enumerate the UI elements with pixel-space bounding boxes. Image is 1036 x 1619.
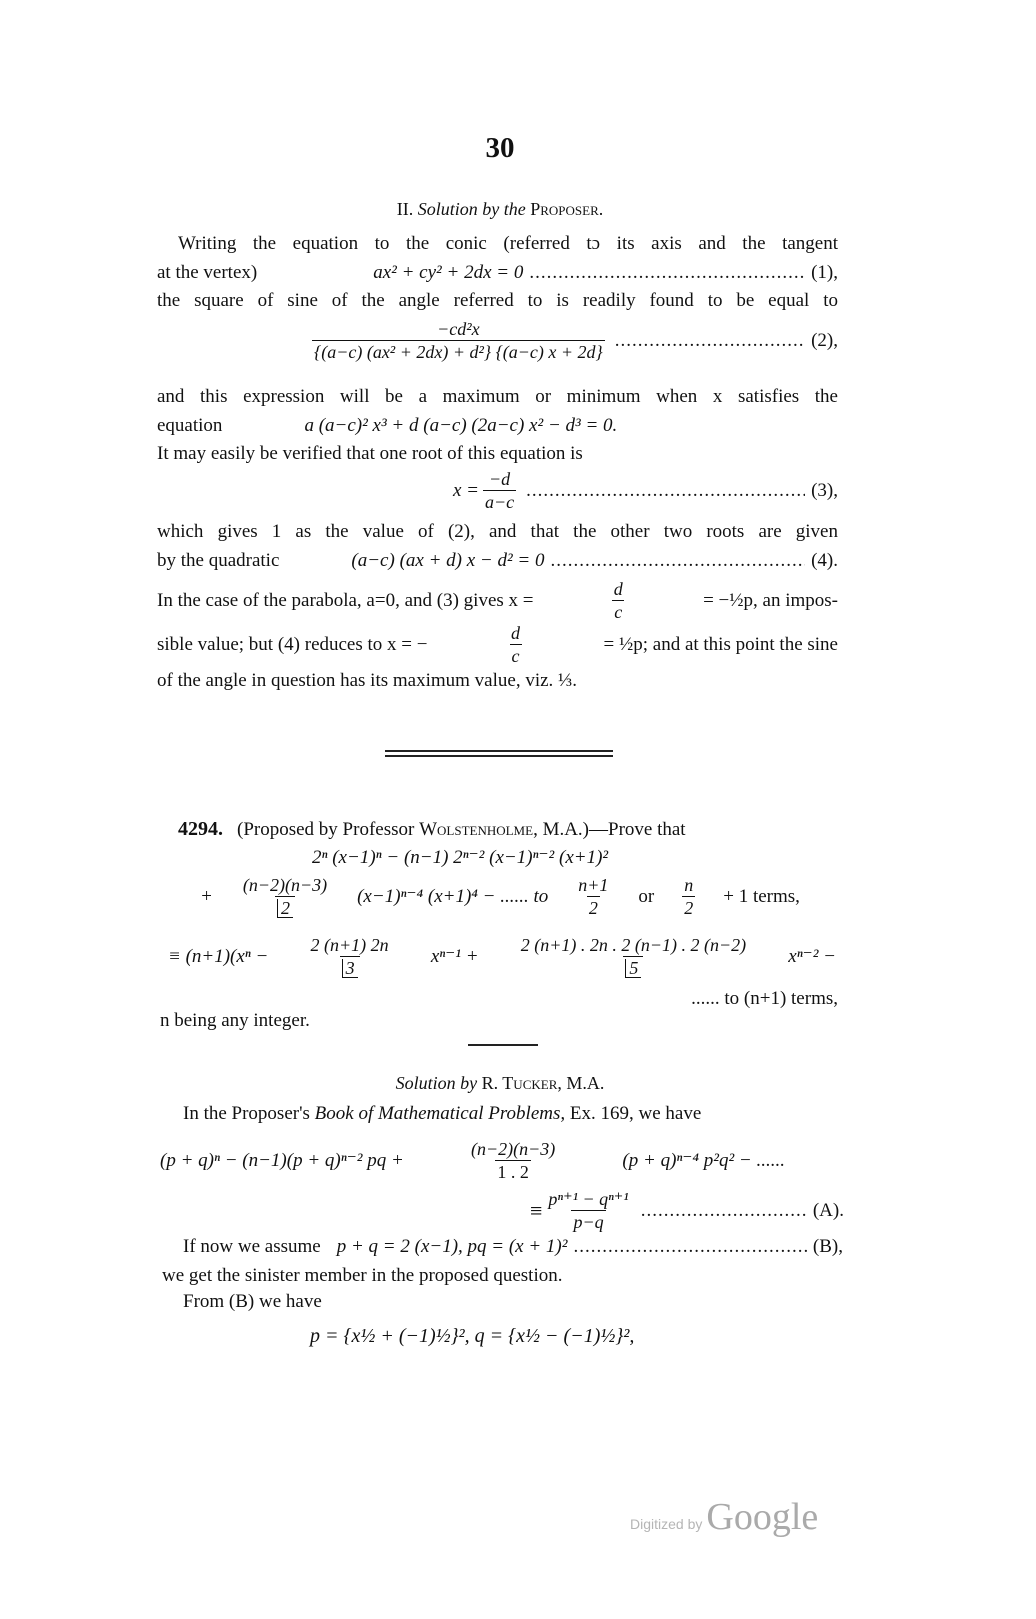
factorial: 5 bbox=[625, 959, 641, 978]
fraction bbox=[241, 874, 329, 919]
eq-tag: (4). bbox=[811, 550, 838, 571]
paragraph-line: which gives 1 as the value of (2), and that the other two roots are given bbox=[157, 521, 838, 542]
equation-b bbox=[183, 1236, 843, 1258]
equation-2 bbox=[157, 318, 838, 363]
eq-body: (a−c) (ax + d) x − d² = 0 bbox=[351, 550, 545, 571]
numerator: n+1 bbox=[578, 875, 609, 895]
text-part: = ½p; and at this point the sine bbox=[603, 633, 838, 655]
eq-tag: (A). bbox=[812, 1199, 844, 1221]
problem-heading bbox=[178, 818, 818, 841]
denominator: 2 bbox=[588, 898, 598, 918]
eq-tag: (2), bbox=[811, 329, 838, 351]
denominator: {(a−c) (ax² + 2dx) + d²} {(a−c) x + 2d} bbox=[314, 342, 603, 362]
dot-leader bbox=[551, 550, 806, 572]
paragraph-line: and this expression will be a maximum or minimum when x satisfies the bbox=[157, 386, 838, 407]
denominator: 2 bbox=[684, 898, 694, 918]
text-part: + bbox=[200, 885, 213, 907]
numerator: pⁿ⁺¹ − qⁿ⁺¹ bbox=[548, 1189, 629, 1209]
numerator: −d bbox=[489, 469, 511, 489]
eq-tag: (1), bbox=[811, 262, 838, 283]
text-part: (p + q)ⁿ − (n−1)(p + q)ⁿ⁻² pq + bbox=[160, 1150, 404, 1171]
paragraph-line: of the angle in question has its maximum value, viz. ⅓. bbox=[157, 670, 578, 691]
denominator: p−q bbox=[573, 1212, 604, 1232]
problem-equation-line: ...... to (n+1) terms, bbox=[691, 988, 838, 1009]
denominator: a−c bbox=[485, 492, 515, 512]
eq-label: If now we assume bbox=[183, 1236, 321, 1257]
solution-heading bbox=[0, 1073, 1000, 1094]
equation-a-line bbox=[160, 1138, 785, 1183]
text-part: ≡ (n+1)(xⁿ − bbox=[168, 945, 269, 967]
denominator bbox=[340, 956, 360, 979]
text-part: In the Proposer's bbox=[183, 1103, 310, 1124]
eq-label: equation bbox=[157, 415, 223, 436]
fraction bbox=[483, 468, 516, 513]
text-part: xⁿ⁻¹ + bbox=[430, 946, 479, 967]
paragraph-line: the square of sine of the angle referred to is readily found to be equal to bbox=[157, 290, 838, 311]
factorial: 3 bbox=[342, 959, 358, 978]
text-part: , M.A.)—Prove that bbox=[533, 818, 686, 840]
factorial: 2 bbox=[277, 899, 293, 918]
paragraph-line bbox=[157, 578, 838, 623]
denominator: 1 . 2 bbox=[497, 1162, 529, 1182]
eq-tag: (3), bbox=[811, 479, 838, 501]
solution-heading bbox=[0, 199, 1000, 220]
eq-label: at the vertex) bbox=[157, 262, 258, 283]
equation-a bbox=[530, 1188, 844, 1233]
eq-label: by the quadratic bbox=[157, 550, 280, 571]
eq-body: ax² + cy² + 2dx = 0 bbox=[373, 262, 524, 283]
eq-body: a (a−c)² x³ + d (a−c) (2a−c) x² − d³ = 0. bbox=[304, 415, 618, 436]
text-part: (x−1)ⁿ⁻⁴ (x+1)⁴ − ...... to bbox=[357, 886, 549, 907]
rule-divider bbox=[468, 1044, 538, 1046]
fraction bbox=[576, 874, 610, 919]
google-logo: Google bbox=[706, 1496, 819, 1538]
numerator: d bbox=[613, 579, 623, 599]
text-part: xⁿ⁻² − bbox=[788, 946, 836, 967]
paragraph-line bbox=[183, 1103, 701, 1125]
dot-leader bbox=[529, 262, 805, 284]
numerator: 2 (n+1) 2n bbox=[310, 935, 389, 955]
text-part: In the case of the parabola, a=0, and (3) gives x = bbox=[157, 589, 534, 611]
text-part: (Proposed by Professor bbox=[237, 818, 415, 840]
numerator: −cd²x bbox=[437, 319, 480, 339]
eq-lhs: x = bbox=[453, 479, 480, 501]
text-part: (p + q)ⁿ⁻⁴ p²q² − ...... bbox=[622, 1150, 785, 1171]
book-title: Book of Mathematical Problems, bbox=[314, 1103, 566, 1124]
eq-body: p + q = 2 (x−1), pq = (x + 1)² bbox=[336, 1236, 568, 1257]
paragraph-line: Writing the equation to the conic (referred tɔ its axis and the tangent bbox=[178, 233, 838, 254]
equation-5 bbox=[157, 550, 838, 572]
google-watermark bbox=[630, 1495, 818, 1539]
eq-tag: (B), bbox=[812, 1236, 843, 1257]
problem-equation-line bbox=[200, 874, 800, 919]
paragraph-line: we get the sinister member in the proposed question. bbox=[162, 1265, 563, 1286]
proposer-name: Wolstenholme bbox=[419, 818, 534, 840]
heading-number: II. bbox=[396, 199, 414, 219]
fraction bbox=[509, 622, 522, 667]
denominator: c bbox=[511, 646, 520, 666]
identity-sign: ≡ bbox=[530, 1197, 543, 1223]
problem-equation-line: 2ⁿ (x−1)ⁿ − (n−1) 2ⁿ⁻² (x−1)ⁿ⁻² (x+1)² bbox=[312, 847, 609, 868]
heading-proposer: Proposer. bbox=[530, 199, 604, 219]
equation-3 bbox=[157, 415, 838, 437]
fraction bbox=[519, 934, 748, 979]
equation-1 bbox=[157, 262, 838, 284]
dot-leader bbox=[615, 330, 805, 352]
fraction bbox=[682, 874, 695, 919]
text-part: sible value; but (4) reduces to x = − bbox=[157, 633, 428, 655]
numerator: n bbox=[684, 875, 694, 895]
problem-equation-line bbox=[168, 934, 836, 979]
fraction bbox=[309, 934, 391, 979]
numerator: 2 (n+1) . 2n . 2 (n−1) . 2 (n−2) bbox=[520, 935, 747, 955]
fraction bbox=[546, 1188, 630, 1233]
denominator bbox=[275, 896, 295, 919]
paragraph-line: It may easily be verified that one root of this equation is bbox=[157, 443, 583, 464]
paragraph-line bbox=[157, 622, 838, 667]
paragraph-line: n being any integer. bbox=[160, 1010, 310, 1031]
fraction bbox=[469, 1138, 557, 1183]
denominator bbox=[623, 956, 643, 979]
problem-number: 4294. bbox=[178, 818, 223, 840]
page-number: 30 bbox=[485, 132, 515, 164]
text-part: = −½p, an impos- bbox=[703, 589, 838, 611]
paragraph-line: From (B) we have bbox=[183, 1291, 322, 1312]
equation-4 bbox=[157, 468, 838, 513]
heading-italic: Solution by the bbox=[417, 199, 526, 219]
dot-leader bbox=[573, 1236, 806, 1258]
fraction bbox=[312, 318, 605, 363]
fraction bbox=[612, 578, 625, 623]
numerator: d bbox=[511, 623, 520, 643]
double-rule-divider bbox=[385, 750, 613, 757]
dot-leader bbox=[526, 480, 805, 502]
text-part: Ex. 169, we have bbox=[569, 1103, 702, 1124]
heading-italic: Solution by bbox=[395, 1073, 478, 1093]
text-part: or bbox=[638, 885, 655, 907]
numerator: (n−2)(n−3) bbox=[242, 875, 328, 895]
text-part: + 1 terms, bbox=[723, 885, 800, 907]
numerator: (n−2)(n−3) bbox=[470, 1139, 556, 1159]
solver-name: R. Tucker, M.A. bbox=[481, 1073, 605, 1093]
watermark-text: Digitized by bbox=[630, 1516, 703, 1532]
dot-leader bbox=[641, 1200, 807, 1222]
final-equation: p = {x½ + (−1)½}², q = {x½ − (−1)½}², bbox=[310, 1325, 635, 1347]
denominator: c bbox=[614, 602, 623, 622]
